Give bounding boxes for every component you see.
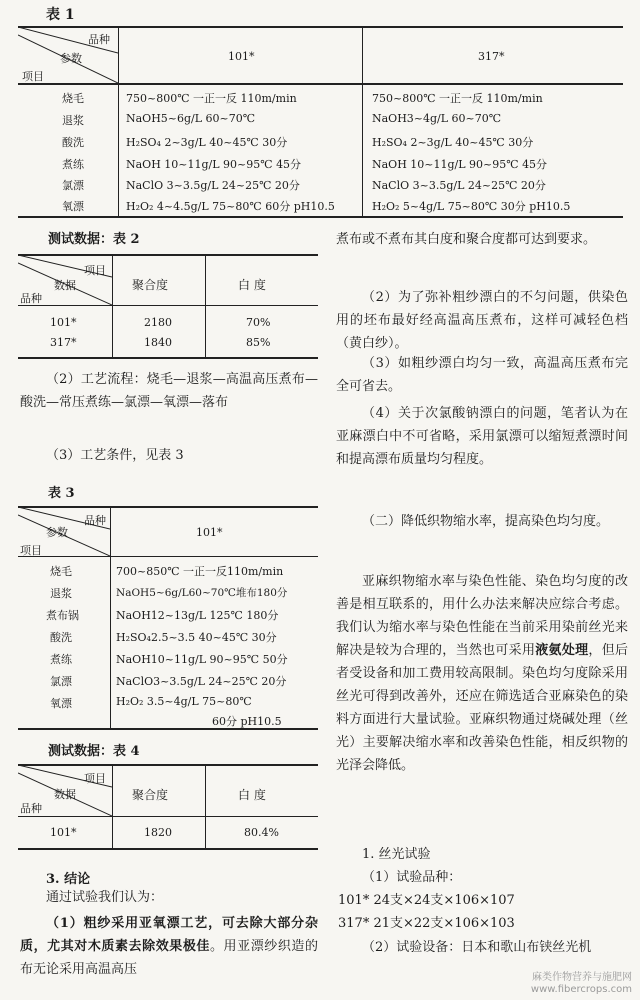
table1-corner-top: 品种 bbox=[88, 33, 110, 46]
right-paragraph-3: （4）关于次氯酸钠漂白的问题，笔者认为在亚麻漂白中不可省略，采用氯漂可以缩短煮漂时间和提高漂布质量均匀程度。 bbox=[336, 406, 628, 467]
test2-value-b: 85% bbox=[246, 336, 271, 349]
right-test-equipment: （2）试验设备：日本和歌山布铗丝光机 bbox=[362, 940, 592, 955]
table1-value-b: H₂O₂ 5~4g/L 75~80℃ 30分 pH10.5 bbox=[372, 200, 571, 213]
table3-header-rule bbox=[18, 556, 318, 557]
table3-item: 煮布锅 bbox=[46, 609, 79, 622]
table3-item: 退浆 bbox=[50, 587, 72, 600]
table3-item: 烧毛 bbox=[50, 565, 72, 578]
conclusion-intro: 通过试验我们认为： bbox=[46, 890, 164, 905]
test4-value-b: 80.4% bbox=[244, 826, 279, 839]
test4-corner-top: 项目 bbox=[84, 772, 106, 785]
right-p5-c: ，但后者受设备和加工费用较高限制。染色均匀度除采用丝光可得到改善外，还应在筛选适合亚麻染色的染料方面进行大量试验。亚麻织物通过烧碱处理（丝光）主要解决缩水率和改善染色性能，相反织物的光泽会降低。 bbox=[336, 643, 628, 773]
test4-col-divider-2 bbox=[205, 764, 206, 849]
table3-corner-mid: 参数 bbox=[46, 526, 68, 539]
test4-bottom-rule bbox=[18, 848, 318, 850]
right-p5-a: 亚麻织物缩水率与染色性能、染色均匀度的改善是相互联系的，用什么办法来解决应综合考虑。我们认为缩水率与染色性能在当前采用染前丝光来解决是较为合理的，当然也可采用 bbox=[336, 574, 628, 658]
conclusion-p1-rest: 。用亚漂纱织造的布无论采用高温高压 bbox=[20, 939, 318, 977]
table3-col-divider bbox=[110, 506, 111, 728]
test2-value-a: 2180 bbox=[144, 316, 172, 329]
watermark-line-1: 麻类作物营养与施肥网 bbox=[532, 972, 632, 983]
process-flow-text: （2）工艺流程：烧毛—退浆—高温高压煮布—酸洗—常压煮练—氯漂—氧漂—落布 bbox=[20, 372, 318, 410]
table1-value-a: H₂O₂ 4~4.5g/L 75~80℃ 60分 pH10.5 bbox=[126, 200, 335, 213]
process-conditions-text: （3）工艺条件，见表 3 bbox=[46, 448, 184, 463]
table3-value: H₂SO₄2.5~3.5 40~45℃ 30分 bbox=[116, 631, 277, 644]
test2-header-rule bbox=[18, 305, 318, 306]
test4-col-divider-1 bbox=[112, 764, 113, 849]
table1-item: 烧毛 bbox=[62, 92, 84, 105]
table3-item: 氯漂 bbox=[50, 675, 72, 688]
test2-item: 101* bbox=[50, 316, 77, 329]
table3-item: 煮练 bbox=[50, 653, 72, 666]
test4-col-a-header: 聚合度 bbox=[132, 788, 169, 802]
test2-col-a-header: 聚合度 bbox=[132, 278, 169, 292]
test4-caption: 测试数据：表 4 bbox=[48, 744, 140, 759]
table1-item: 煮练 bbox=[62, 158, 84, 171]
table1-value-a: H₂SO₄ 2~3g/L 40~45℃ 30分 bbox=[126, 136, 288, 149]
table3-caption: 表 3 bbox=[48, 486, 75, 501]
test2-col-divider-1 bbox=[112, 254, 113, 358]
right-section-heading: 1. 丝光试验 bbox=[362, 847, 431, 862]
watermark-line-2: www.fibercrops.com bbox=[530, 984, 632, 995]
right-paragraph-1: （2）为了弥补粗纱漂白的不匀问题，供染色用的坯布最好经高温高压煮布，这样可减轻色档（黄白纱）。 bbox=[336, 290, 628, 351]
test2-value-b: 70% bbox=[246, 316, 271, 329]
conclusion-p1-bold: （1）粗纱采用亚氧漂工艺，可去除大部分杂质，尤其对木质素去除效果极佳 bbox=[20, 916, 318, 954]
test4-item: 101* bbox=[50, 826, 77, 839]
right-spec-101: 101* 24支×24支×106×107 bbox=[338, 893, 515, 908]
table1-item: 氯漂 bbox=[62, 179, 84, 192]
right-test-varieties: （1）试验品种： bbox=[362, 870, 462, 885]
table3-item: 氧漂 bbox=[50, 697, 72, 710]
test2-corner-mid: 数据 bbox=[54, 279, 76, 292]
table1-corner-mid: 参数 bbox=[60, 52, 82, 65]
table3-corner-top: 品种 bbox=[84, 514, 106, 527]
table1-corner-bottom: 项目 bbox=[22, 70, 44, 83]
test2-col-b-header: 白 度 bbox=[238, 278, 266, 292]
table1-col-b-header: 317* bbox=[478, 50, 505, 63]
conclusion-paragraph-1 bbox=[20, 912, 318, 981]
table3-value: NaOH5~6g/L60~70℃堆布180分 bbox=[116, 587, 288, 599]
watermark bbox=[531, 972, 632, 996]
table1-value-b: H₂SO₄ 2~3g/L 40~45℃ 30分 bbox=[372, 136, 534, 149]
table1-col-divider-1 bbox=[118, 26, 119, 216]
table1-item: 退浆 bbox=[62, 114, 84, 127]
table3-value: NaOH10~11g/L 90~95℃ 50分 bbox=[116, 653, 288, 666]
table3-value: NaClO3~3.5g/L 24~25℃ 20分 bbox=[116, 675, 287, 688]
table1-item: 氧漂 bbox=[62, 200, 84, 213]
table3-corner-bottom: 项目 bbox=[20, 544, 42, 557]
table1-caption: 表 1 bbox=[46, 7, 75, 23]
conclusion-heading: 3. 结论 bbox=[46, 872, 91, 887]
right-paragraph-4: （二）降低织物缩水率，提高染色均匀度。 bbox=[362, 514, 610, 529]
table1-value-b: 750~800℃ 一正一反 110m/min bbox=[372, 92, 543, 105]
test2-caption: 测试数据：表 2 bbox=[48, 232, 140, 247]
right-spec-317: 317* 21支×22支×106×103 bbox=[338, 916, 515, 931]
test4-corner-bottom: 品种 bbox=[20, 802, 42, 815]
table3-value: 60分 pH10.5 bbox=[212, 715, 282, 728]
test2-corner-bottom: 品种 bbox=[20, 292, 42, 305]
table3-value: 700~850℃ 一正一反110m/min bbox=[116, 565, 284, 578]
test2-col-divider-2 bbox=[205, 254, 206, 358]
table1-value-a: NaOH 10~11g/L 90~95℃ 45分 bbox=[126, 158, 302, 171]
table3-item: 酸洗 bbox=[50, 631, 72, 644]
table1-value-b: NaOH 10~11g/L 90~95℃ 45分 bbox=[372, 158, 548, 171]
right-paragraph-0: 煮布或不煮布其白度和聚合度都可达到要求。 bbox=[336, 232, 597, 247]
table1-value-b: NaClO 3~3.5g/L 24~25℃ 20分 bbox=[372, 179, 546, 192]
test2-bottom-rule bbox=[18, 357, 318, 359]
table1-col-divider-2 bbox=[362, 26, 363, 216]
right-p5-bold: 液氨处理 bbox=[535, 643, 589, 658]
right-paragraph-2: （3）如粗纱漂白均匀一致，高温高压煮布完全可省去。 bbox=[336, 356, 628, 394]
test4-header-rule bbox=[18, 816, 318, 817]
table1-value-b: NaOH3~4g/L 60~70℃ bbox=[372, 112, 502, 125]
table3-col-a-header: 101* bbox=[196, 526, 223, 539]
right-paragraph-5 bbox=[336, 570, 628, 777]
table1-col-a-header: 101* bbox=[228, 50, 255, 63]
test4-corner-mid: 数据 bbox=[54, 788, 76, 801]
test4-value-a: 1820 bbox=[144, 826, 172, 839]
test2-corner-top: 项目 bbox=[84, 264, 106, 277]
table1-item: 酸洗 bbox=[62, 136, 84, 149]
test2-item: 317* bbox=[50, 336, 77, 349]
table1-value-a: NaOH5~6g/L 60~70℃ bbox=[126, 112, 256, 125]
test2-value-a: 1840 bbox=[144, 336, 172, 349]
table1-bottom-rule bbox=[18, 216, 623, 218]
table3-value: H₂O₂ 3.5~4g/L 75~80℃ bbox=[116, 695, 252, 708]
table1-value-a: NaClO 3~3.5g/L 24~25℃ 20分 bbox=[126, 179, 300, 192]
test4-col-b-header: 白 度 bbox=[238, 788, 266, 802]
table3-value: NaOH12~13g/L 125℃ 180分 bbox=[116, 609, 279, 622]
table1-value-a: 750~800℃ 一正一反 110m/min bbox=[126, 92, 297, 105]
